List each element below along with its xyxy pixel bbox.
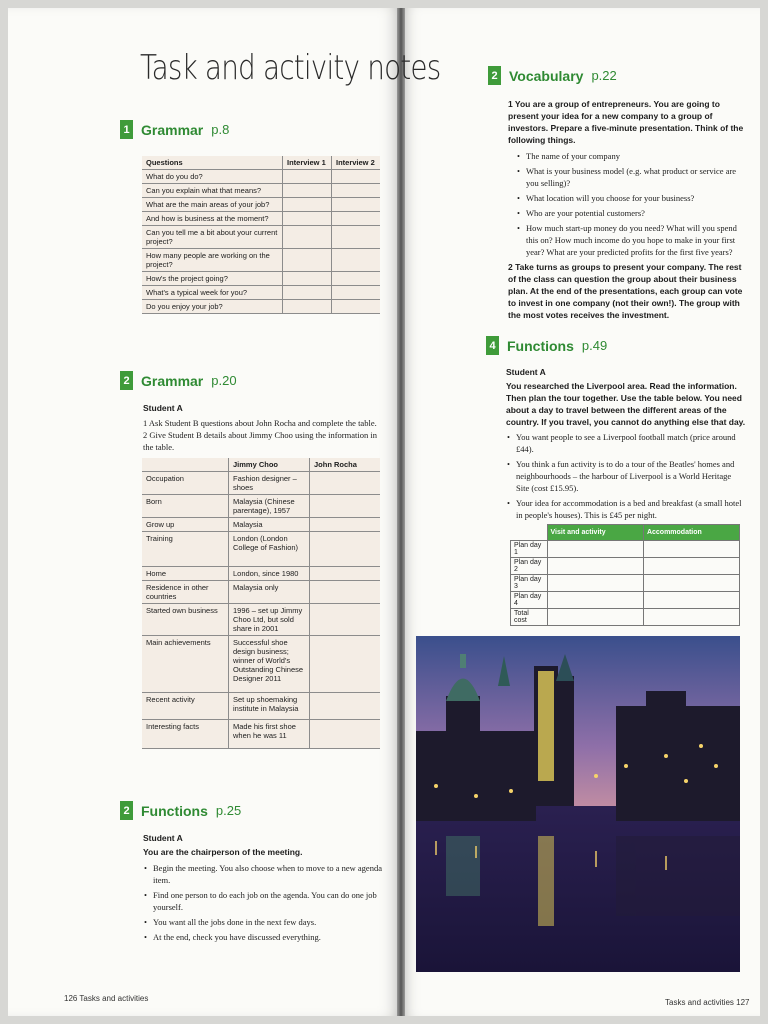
section-number-badge: 2 [120,371,133,390]
list-item: • Begin the meeting. You also choose when to move to a new agenda item. [153,862,383,886]
choo-cell: Made his first shoe when he was 11 [229,720,310,749]
functions4-bullets [506,431,746,521]
book-gutter [397,8,405,1016]
table-row [142,249,380,272]
table-row [142,472,380,495]
row-label: Occupation [142,472,229,495]
question-cell: Do you enjoy your job? [142,300,283,314]
question-cell: And how is business at the moment? [142,212,283,226]
plan-row-label: Plan day 1 [511,541,548,558]
table-row [511,609,740,626]
table-row [142,286,380,300]
table-row [511,592,740,609]
page-title: Task and activity notes [140,48,441,88]
table-header: Interview 2 [332,156,381,170]
row-label: Main achievements [142,636,229,693]
instruction-1: 1 Ask Student B questions about John Rocha and complete the table. [143,418,377,428]
plan-row-label: Plan day 2 [511,558,548,575]
student-label: Student A [506,367,546,377]
choo-cell: Fashion designer – shoes [229,472,310,495]
section-name: Grammar [141,121,204,138]
table-row [142,212,380,226]
section-name: Functions [141,802,208,819]
interview-table [142,156,380,314]
section-page: p.25 [215,803,242,818]
section-functions-4 [486,336,607,355]
section-page: p.49 [581,338,608,353]
list-item: • Who are your potential customers? [526,207,748,219]
student-label: Student A [143,403,183,413]
vocab-body [508,98,748,321]
row-label: Training [142,532,229,567]
table-header: Visit and activity [547,525,643,541]
question-cell: Can you explain what that means? [142,184,283,198]
list-item: • You think a fun activity is to do a tour of the Beatles' homes and neighbourhoods – the harbour of Liverpool is a World Heritage Site (cost £15.95). [516,458,746,494]
table-row [142,720,380,749]
section-name: Functions [507,337,574,354]
table-row [142,518,380,532]
question-cell: How's the project going? [142,272,283,286]
list-item: • You want all the jobs done in the next few days. [153,916,383,928]
section-page: p.8 [211,122,230,137]
section-page: p.20 [211,373,237,388]
question-cell: Can you tell me a bit about your current project? [142,226,283,249]
table-row [142,567,380,581]
choo-cell: Malaysia only [229,581,310,604]
section-number-badge: 1 [120,120,133,139]
question-cell: What's a typical week for you? [142,286,283,300]
tour-plan-table [510,524,740,626]
table-header: John Rocha [310,458,381,472]
row-label: Started own business [142,604,229,636]
question-cell: What are the main areas of your job? [142,198,283,212]
list-item: • What location will you choose for your business? [526,192,748,204]
table-row [142,604,380,636]
choo-cell: Malaysia (Chinese parentage), 1957 [229,495,310,518]
vocab-item-2: 2 Take turns as groups to present your company. The rest of the class can question the group about their business plan. At the end of the presentations, each group can vote to invest in one company (not their own!). The group with the most votes receives the investment. [508,262,743,320]
list-item: • What is your business model (e.g. what product or service are you selling)? [526,165,748,189]
list-item: • You want people to see a Liverpool football match (price around £44). [516,431,746,455]
list-item: • The name of your company [526,150,748,162]
lead-text: You researched the Liverpool area. Read the information. Then plan the tour together. Use the table below. You need about a day to travel between the different areas of the country. If you travel, you cannot do anything else that day. [506,381,746,427]
student-label: Student A [143,833,183,843]
instruction-2: 2 Give Student B details about Jimmy Choo using the information in the table. [143,430,377,452]
profile-table [142,458,380,749]
list-item: • Your idea for accommodation is a bed and breakfast (a small hotel in people's houses). This is £45 per night. [516,497,746,521]
table-row [142,226,380,249]
section-page: p.22 [591,68,617,83]
vocab-item-1: 1 You are a group of entrepreneurs. You are going to present your idea for a new company to a group of investors. Prepare a five-minute presentation. Think of the following things. [508,99,744,145]
choo-cell: London, since 1980 [229,567,310,581]
plan-row-label: Plan day 3 [511,575,548,592]
table-header: Questions [142,156,283,170]
table-header: Accommodation [643,525,739,541]
list-item: • At the end, check you have discussed everything. [153,931,383,943]
grammar2-instructions [143,402,383,453]
table-header: Jimmy Choo [229,458,310,472]
row-label: Grow up [142,518,229,532]
table-row [511,558,740,575]
section-number-badge: 2 [488,66,501,85]
question-cell: What do you do? [142,170,283,184]
functions4-body [506,366,746,524]
question-cell: How many people are working on the project? [142,249,283,272]
functions2-body [143,832,383,946]
table-row [142,581,380,604]
table-header: Interview 1 [283,156,332,170]
choo-cell: Malaysia [229,518,310,532]
lead-text: You are the chairperson of the meeting. [143,847,303,857]
liverpool-waterfront-photo [416,636,740,972]
section-grammar-1 [120,120,229,139]
table-row [142,532,380,567]
table-row [142,300,380,314]
photo-illustration [416,636,740,972]
section-grammar-2 [120,371,237,390]
table-row [511,541,740,558]
choo-cell: London (London College of Fashion) [229,532,310,567]
section-number-badge: 2 [120,801,133,820]
table-row [142,636,380,693]
table-row [142,184,380,198]
table-row [511,575,740,592]
section-vocabulary-2 [488,66,617,85]
left-folio: 126 Tasks and activities [64,994,149,1003]
vocab-bullets [508,150,748,258]
table-row [142,170,380,184]
plan-row-label: Plan day 4 [511,592,548,609]
list-item: • Find one person to do each job on the agenda. You can do one job yourself. [153,889,383,913]
row-label: Interesting facts [142,720,229,749]
table-row [142,693,380,720]
plan-row-label: Total cost [511,609,548,626]
row-label: Home [142,567,229,581]
choo-cell: 1996 – set up Jimmy Choo Ltd, but sold share in 2001 [229,604,310,636]
section-name: Vocabulary [509,67,584,84]
table-row [142,495,380,518]
row-label: Born [142,495,229,518]
choo-cell: Successful shoe design business; winner of World's Outstanding Chinese Designer 2011 [229,636,310,693]
section-functions-2 [120,801,241,820]
list-item: • How much start-up money do you need? What will you spend this on? How much income do you hope to make in your first year? What are your predicted profits for the first five years? [526,222,748,258]
choo-cell: Set up shoemaking institute in Malaysia [229,693,310,720]
table-row [142,272,380,286]
row-label: Recent activity [142,693,229,720]
row-label: Residence in other countries [142,581,229,604]
right-folio: Tasks and activities 127 [665,998,750,1007]
functions2-bullets [143,862,383,943]
section-name: Grammar [141,372,204,389]
section-number-badge: 4 [486,336,499,355]
table-row [142,198,380,212]
